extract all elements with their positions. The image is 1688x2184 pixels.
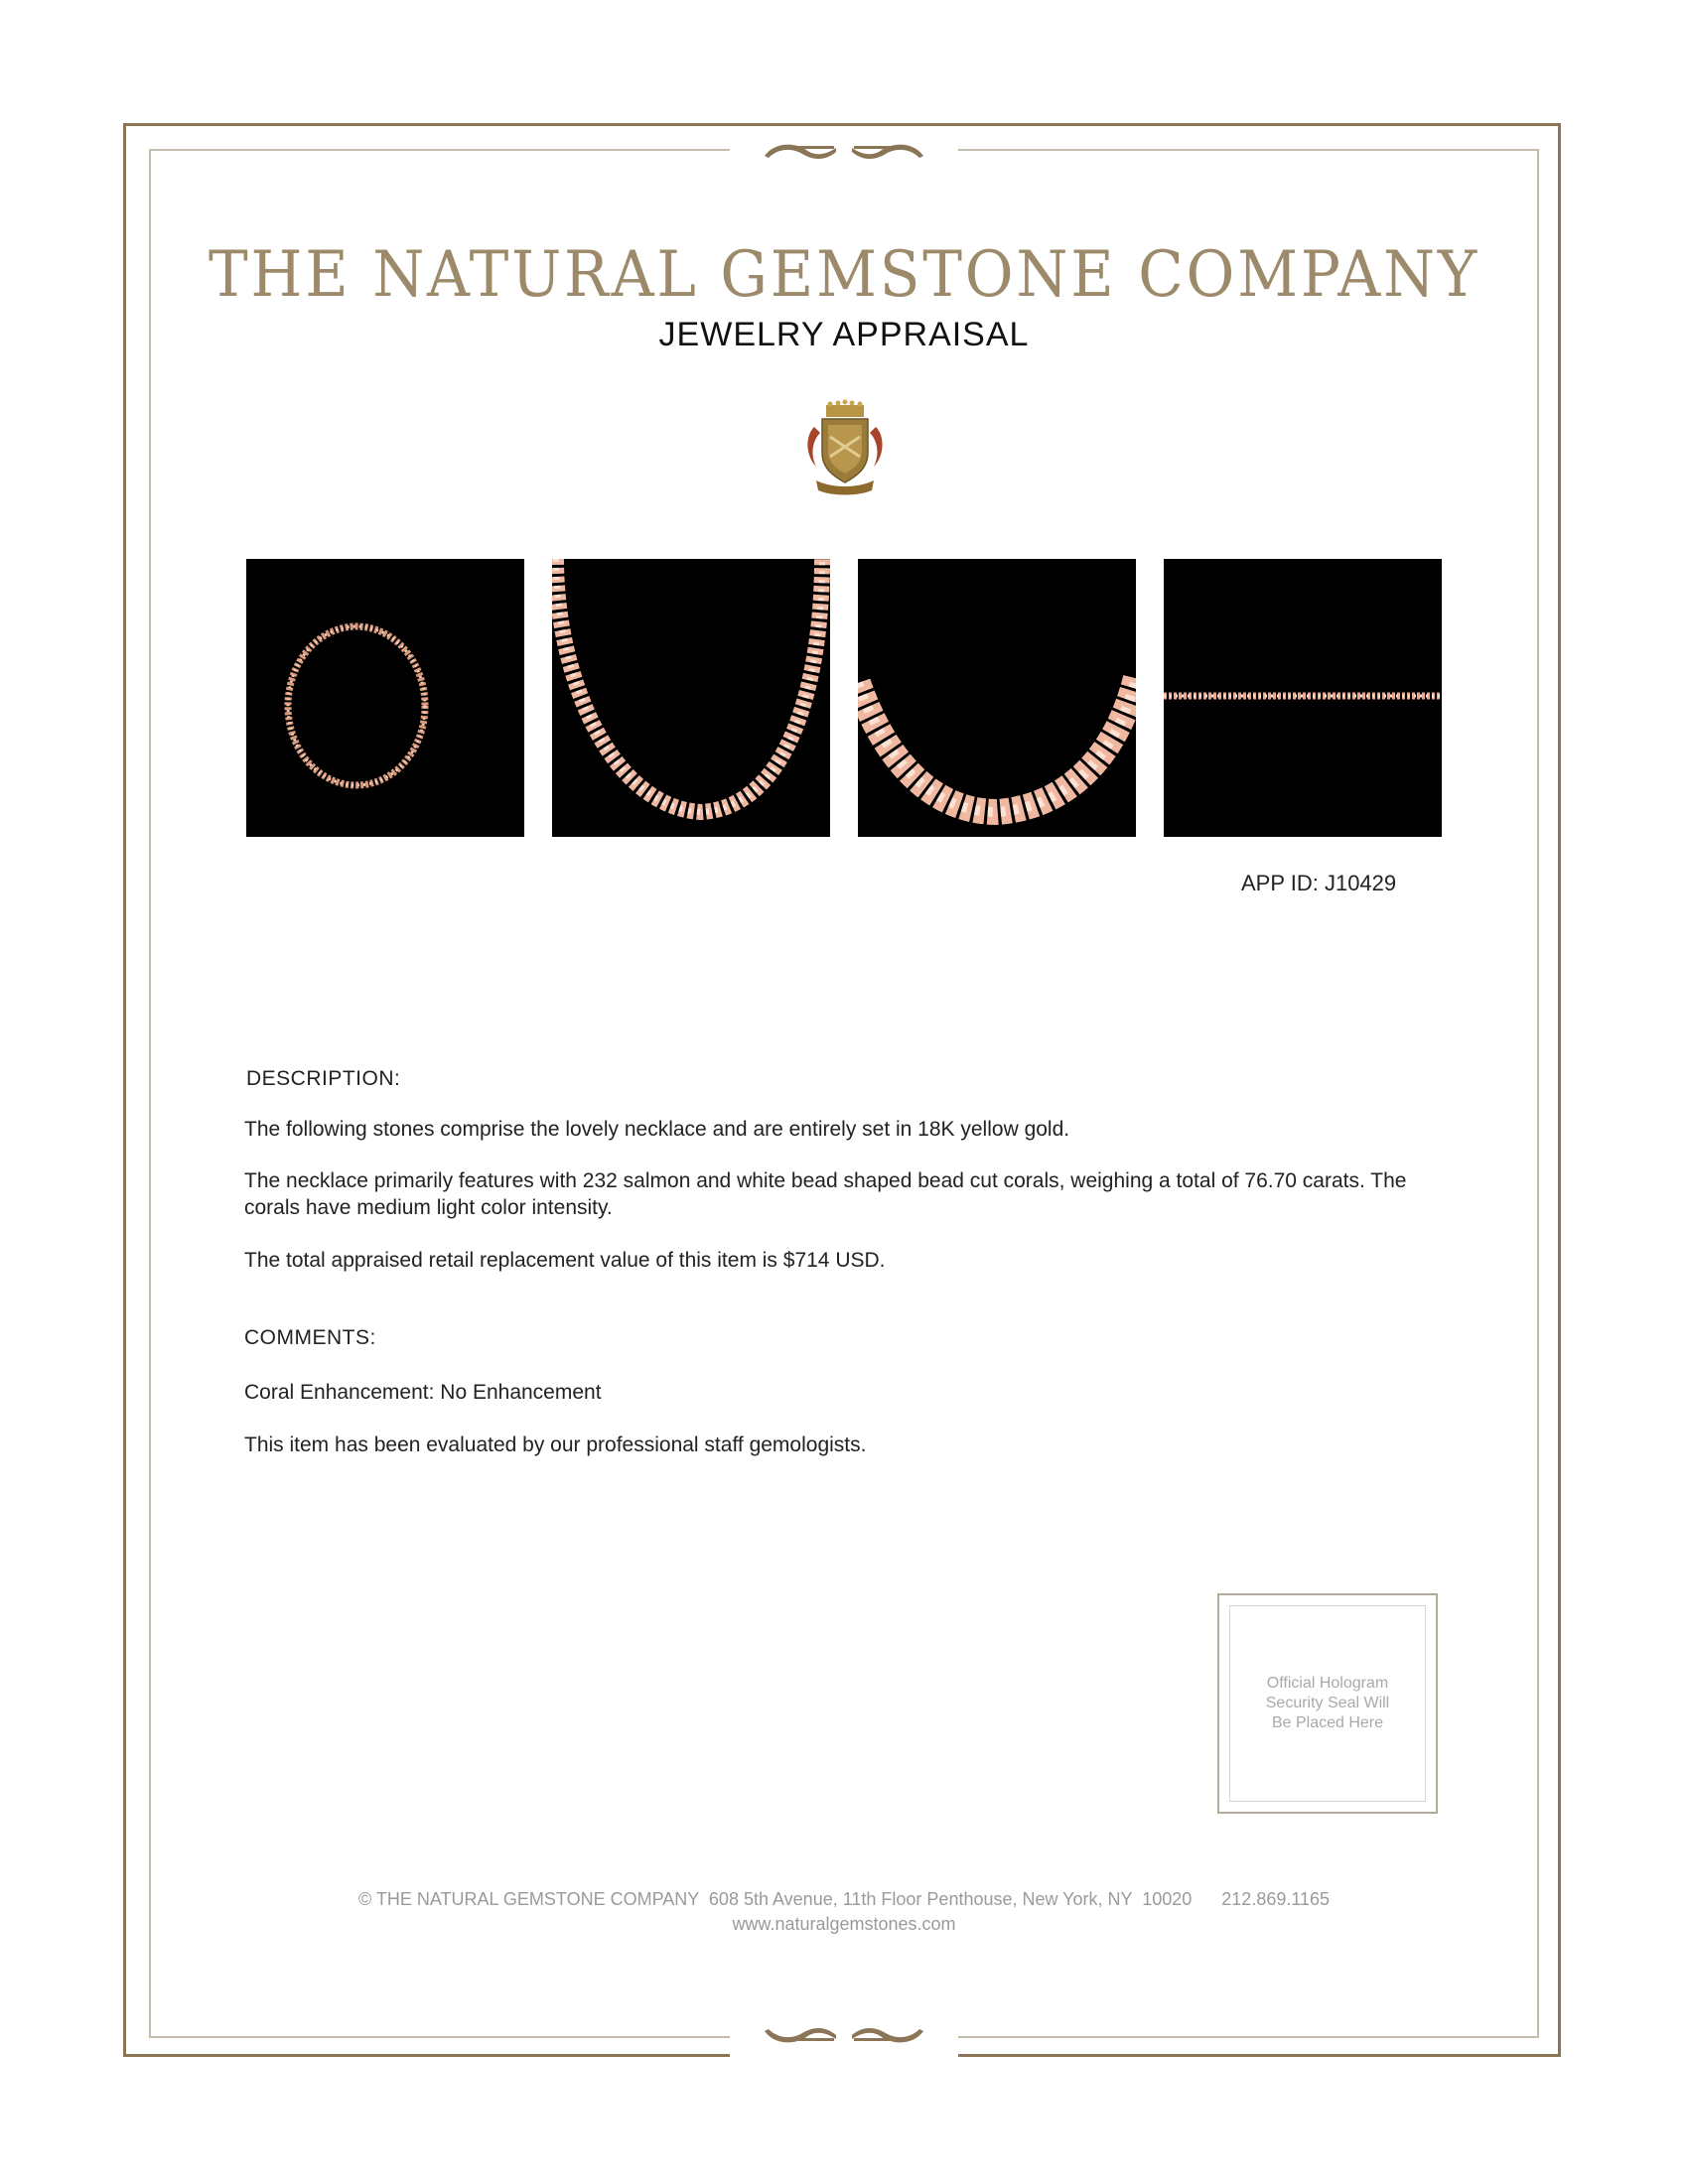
photo-full-necklace[interactable] <box>246 559 524 837</box>
top-ornament-icon <box>730 129 958 169</box>
photo-side-profile[interactable] <box>1164 559 1442 837</box>
appraisal-id: APP ID: J10429 <box>1241 871 1397 895</box>
comments-label: COMMENTS: <box>244 1326 376 1349</box>
seal-text <box>1266 1674 1389 1733</box>
product-photos <box>246 559 1442 837</box>
company-name: THE NATURAL GEMSTONE COMPANY <box>209 238 1479 312</box>
document-title: JEWELRY APPRAISAL <box>658 316 1030 353</box>
description-paragraph-1: The following stones comprise the lovely necklace and are entirely set in 18K yellow gold. <box>244 1118 1070 1141</box>
footer-address: © THE NATURAL GEMSTONE COMPANY 608 5th Avenue, 11th Floor Penthouse, New York, NY 10020 212.869.1165 <box>357 1889 1331 1909</box>
comment-evaluation: This item has been evaluated by our professional staff gemologists. <box>244 1433 867 1456</box>
seal-inner-border <box>1229 1605 1426 1802</box>
seal-text-line-2: Security Seal Will <box>1265 1695 1390 1711</box>
description-label: DESCRIPTION: <box>246 1067 401 1090</box>
photo-bead-detail[interactable] <box>858 559 1136 837</box>
bottom-ornament-icon <box>730 2018 958 2058</box>
photo-necklace-drape[interactable] <box>552 559 830 837</box>
description-paragraph-3: The total appraised retail replacement value of this item is $714 USD. <box>244 1249 886 1272</box>
crest-icon <box>802 397 888 496</box>
comment-enhancement: Coral Enhancement: No Enhancement <box>244 1381 602 1404</box>
footer-website-link[interactable]: www.naturalgemstones.com <box>732 1914 956 1934</box>
description-paragraph-2: The necklace primarily features with 232 salmon and white bead shaped bead cut corals, weighing a total of 76.70 carats. The corals have medium light color intensity. <box>244 1169 1407 1219</box>
seal-text-line-1: Official Hologram <box>1266 1675 1389 1692</box>
hologram-seal-placeholder <box>1217 1593 1438 1814</box>
seal-text-line-3: Be Placed Here <box>1271 1714 1384 1731</box>
